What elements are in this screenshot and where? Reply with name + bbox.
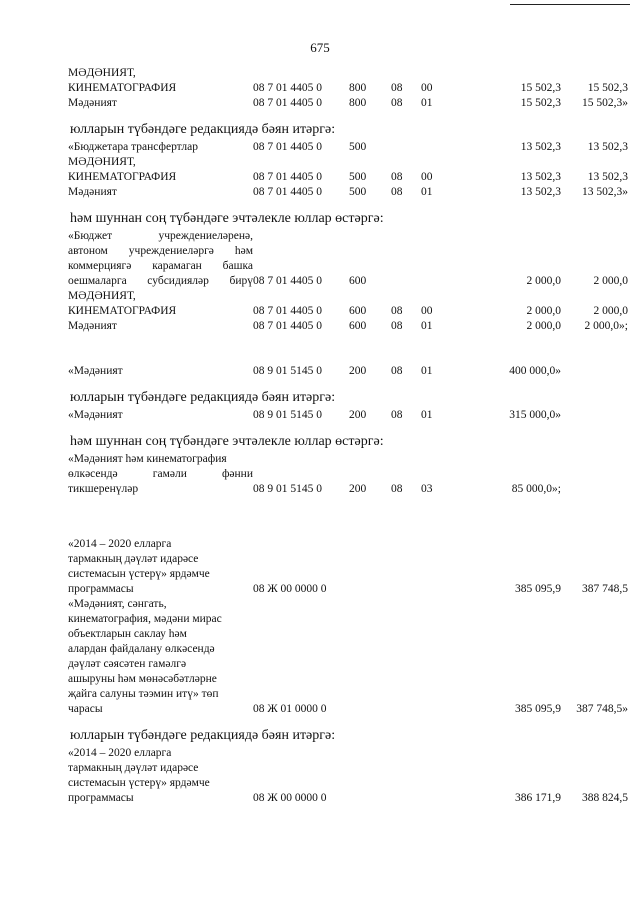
subsection-code xyxy=(421,597,469,612)
budget-row xyxy=(68,657,628,672)
amount-2017: 15 502,3 xyxy=(587,82,628,94)
row-name: Мәдәният xyxy=(68,320,117,332)
budget-row xyxy=(68,452,628,467)
section-code: 08 xyxy=(391,82,403,94)
expense-type xyxy=(349,552,391,567)
section-code xyxy=(391,791,421,806)
amount-2017: 13 502,3 xyxy=(587,171,628,183)
section-code xyxy=(391,642,421,657)
instruction-heading: юлларын түбәндәге редакциядә бәян итәргә: xyxy=(70,122,336,137)
row-name: «Мәдәният һәм кинематография xyxy=(68,453,227,465)
budget-row xyxy=(68,746,628,761)
target-code: 08 7 01 4405 0 xyxy=(253,82,322,94)
amount-2017: 2 000,0»; xyxy=(584,320,628,332)
target-code: 08 7 01 4405 0 xyxy=(253,305,322,317)
section-code xyxy=(391,687,421,702)
amount-2016: 385 095,9 xyxy=(515,703,561,715)
instruction-heading: юлларын түбәндәге редакциядә бәян итәргә: xyxy=(70,728,336,743)
expense-type xyxy=(349,452,391,467)
row-name: «Бюджетара трансфертлар xyxy=(68,141,199,153)
row-name: системасын үстерү» ярдәмче xyxy=(68,777,210,789)
expense-type: 500 xyxy=(349,141,367,153)
amount-2017: 388 824,5 xyxy=(582,792,628,804)
expense-type xyxy=(349,155,391,170)
budget-row xyxy=(68,612,628,627)
target-code xyxy=(253,567,349,582)
subsection-code: 00 xyxy=(421,82,433,94)
subsection-code xyxy=(421,244,469,259)
expense-type: 600 xyxy=(349,305,367,317)
section-code xyxy=(391,244,421,259)
section-code: 08 xyxy=(391,365,403,377)
target-code xyxy=(253,642,349,657)
subsection-code: 01 xyxy=(421,97,433,109)
subsection-code: 03 xyxy=(421,483,433,495)
instruction-heading: юлларын түбәндәге редакциядә бәян итәргә: xyxy=(70,390,336,405)
target-code xyxy=(253,672,349,687)
target-code xyxy=(253,612,349,627)
amount-2016 xyxy=(469,244,561,259)
expense-type xyxy=(349,229,391,244)
expense-type xyxy=(349,467,391,482)
amount-2016 xyxy=(469,467,561,482)
amount-2016 xyxy=(469,597,561,612)
row-name: «Мәдәният xyxy=(68,365,123,377)
section-code: 08 xyxy=(391,97,403,109)
budget-row xyxy=(68,567,628,582)
budget-row xyxy=(68,702,628,717)
section-code xyxy=(391,567,421,582)
target-code: 08 Ж 00 0000 0 xyxy=(253,792,327,804)
budget-row xyxy=(68,597,628,612)
budget-row xyxy=(68,642,628,657)
row-name: Мәдәният xyxy=(68,186,117,198)
expense-type: 800 xyxy=(349,82,367,94)
target-code xyxy=(253,289,349,304)
subsection-code xyxy=(421,582,469,597)
row-name: ашыруны һәм мөнәсәбәтләрне xyxy=(68,673,217,685)
subsection-code xyxy=(421,702,469,717)
subsection-code xyxy=(421,155,469,170)
subsection-code xyxy=(421,791,469,806)
row-name: тармакның дәүләт идарәсе xyxy=(68,553,199,565)
subsection-code xyxy=(421,687,469,702)
subsection-code: 01 xyxy=(421,409,433,421)
amount-2016 xyxy=(469,229,561,244)
budget-row xyxy=(68,537,628,552)
target-code xyxy=(253,229,349,244)
amount-2017 xyxy=(561,408,628,423)
budget-row xyxy=(68,582,628,597)
amount-2017 xyxy=(561,66,628,81)
budget-row xyxy=(68,776,628,791)
row-name: Мәдәният xyxy=(68,97,117,109)
row-name: дәүләт сәясәтен гамәлгә xyxy=(68,658,187,670)
row-name: КИНЕМАТОГРАФИЯ xyxy=(68,171,177,183)
target-code: 08 9 01 5145 0 xyxy=(253,409,322,421)
budget-row xyxy=(68,627,628,642)
amount-2016 xyxy=(469,289,561,304)
row-name: МӘДӘНИЯТ, xyxy=(68,67,136,79)
expense-type xyxy=(349,746,391,761)
amount-2016: 13 502,3 xyxy=(520,141,561,153)
section-code xyxy=(391,746,421,761)
expense-type: 600 xyxy=(349,320,367,332)
section-code xyxy=(391,274,421,289)
amount-2017: 387 748,5 xyxy=(582,583,628,595)
budget-row xyxy=(68,304,628,319)
row-name: кинематография, мәдәни мирас xyxy=(68,613,222,625)
section-code xyxy=(391,259,421,274)
target-code: 08 9 01 5145 0 xyxy=(253,365,322,377)
amount-2016 xyxy=(469,672,561,687)
top-rule xyxy=(510,4,630,5)
target-code: 08 Ж 00 0000 0 xyxy=(253,583,327,595)
budget-row xyxy=(68,482,628,497)
amount-2017 xyxy=(561,452,628,467)
section-code xyxy=(391,552,421,567)
row-name: «Бюджет учреждениеләренә, xyxy=(68,230,253,242)
target-code: 08 9 01 5145 0 xyxy=(253,483,322,495)
section-code xyxy=(391,155,421,170)
row-name: КИНЕМАТОГРАФИЯ xyxy=(68,82,177,94)
budget-row xyxy=(68,761,628,776)
amount-2017 xyxy=(561,642,628,657)
budget-row xyxy=(68,244,628,259)
target-code: 08 Ж 01 0000 0 xyxy=(253,703,327,715)
subsection-code xyxy=(421,140,469,155)
subsection-code xyxy=(421,746,469,761)
subsection-code xyxy=(421,66,469,81)
target-code xyxy=(253,259,349,274)
amount-2017: 2 000,0 xyxy=(593,305,628,317)
target-code xyxy=(253,597,349,612)
target-code xyxy=(253,552,349,567)
expense-type: 500 xyxy=(349,186,367,198)
budget-row xyxy=(68,140,628,155)
expense-type xyxy=(349,597,391,612)
subsection-code: 01 xyxy=(421,365,433,377)
amount-2016 xyxy=(469,567,561,582)
row-name: «2014 – 2020 елларга xyxy=(68,747,172,759)
target-code xyxy=(253,687,349,702)
amount-2017: 13 502,3» xyxy=(582,186,628,198)
budget-row xyxy=(68,687,628,702)
expense-type: 200 xyxy=(349,409,367,421)
expense-type xyxy=(349,289,391,304)
spacer xyxy=(68,497,628,537)
budget-row xyxy=(68,791,628,806)
target-code: 08 7 01 4405 0 xyxy=(253,320,322,332)
amount-2016: 2 000,0 xyxy=(526,305,561,317)
section-code xyxy=(391,761,421,776)
expense-type: 600 xyxy=(349,275,367,287)
amount-2017 xyxy=(561,567,628,582)
document-body xyxy=(68,66,628,806)
amount-2016 xyxy=(469,66,561,81)
expense-type xyxy=(349,702,391,717)
subsection-code xyxy=(421,552,469,567)
section-code xyxy=(391,776,421,791)
subsection-code xyxy=(421,672,469,687)
subsection-code xyxy=(421,627,469,642)
amount-2017 xyxy=(561,672,628,687)
instruction-heading: һәм шуннан соң түбәндәге эчтәлекле юллар өстәргә: xyxy=(70,211,384,226)
amount-2016: 2 000,0 xyxy=(526,320,561,332)
amount-2017 xyxy=(561,746,628,761)
target-code: 08 7 01 4405 0 xyxy=(253,141,322,153)
budget-row xyxy=(68,185,628,200)
section-code xyxy=(391,627,421,642)
section-code xyxy=(391,452,421,467)
subsection-code xyxy=(421,567,469,582)
amount-2016: 315 000,0» xyxy=(509,409,561,421)
expense-type xyxy=(349,791,391,806)
row-name: тикшеренүләр xyxy=(68,483,139,495)
expense-type xyxy=(349,567,391,582)
target-code xyxy=(253,746,349,761)
expense-type xyxy=(349,537,391,552)
section-code xyxy=(391,289,421,304)
amount-2016 xyxy=(469,537,561,552)
subsection-code xyxy=(421,259,469,274)
subsection-code xyxy=(421,612,469,627)
amount-2016: 386 171,9 xyxy=(515,792,561,804)
section-code xyxy=(391,672,421,687)
row-name: «Мәдәният xyxy=(68,409,123,421)
amount-2017 xyxy=(561,687,628,702)
amount-2016: 13 502,3 xyxy=(520,171,561,183)
subsection-code xyxy=(421,467,469,482)
budget-row xyxy=(68,274,628,289)
amount-2017 xyxy=(561,657,628,672)
amount-2016 xyxy=(469,776,561,791)
target-code: 08 7 01 4405 0 xyxy=(253,275,322,287)
row-name: объектларын саклау һәм xyxy=(68,628,187,640)
subsection-code xyxy=(421,452,469,467)
target-code: 08 7 01 4405 0 xyxy=(253,171,322,183)
row-name: өлкәсендә гамәли фәнни xyxy=(68,468,253,480)
amount-2016 xyxy=(469,259,561,274)
amount-2017 xyxy=(561,552,628,567)
subsection-code: 00 xyxy=(421,171,433,183)
row-name: МӘДӘНИЯТ, xyxy=(68,290,136,302)
expense-type xyxy=(349,612,391,627)
amount-2017 xyxy=(561,259,628,274)
subsection-code xyxy=(421,274,469,289)
amount-2017 xyxy=(561,537,628,552)
page-number: 675 xyxy=(310,40,330,55)
expense-type: 200 xyxy=(349,483,367,495)
row-name: автоном учреждениеләргә һәм xyxy=(68,245,253,257)
expense-type xyxy=(349,761,391,776)
expense-type xyxy=(349,582,391,597)
expense-type xyxy=(349,66,391,81)
target-code xyxy=(253,537,349,552)
section-code xyxy=(391,140,421,155)
amount-2016 xyxy=(469,612,561,627)
budget-row xyxy=(68,364,628,379)
expense-type xyxy=(349,642,391,657)
row-name: программасы xyxy=(68,583,134,595)
target-code xyxy=(253,467,349,482)
subsection-code: 01 xyxy=(421,320,433,332)
budget-row xyxy=(68,289,628,304)
subsection-code: 00 xyxy=(421,305,433,317)
expense-type xyxy=(349,244,391,259)
budget-row xyxy=(68,319,628,334)
expense-type xyxy=(349,627,391,642)
amount-2017 xyxy=(561,364,628,379)
target-code xyxy=(253,627,349,642)
row-name: системасын үстерү» ярдәмче xyxy=(68,568,210,580)
spacer xyxy=(68,334,628,364)
subsection-code xyxy=(421,289,469,304)
target-code: 08 7 01 4405 0 xyxy=(253,97,322,109)
row-name: алардан файдалану өлкәсендә xyxy=(68,643,215,655)
amount-2016: 13 502,3 xyxy=(520,186,561,198)
target-code xyxy=(253,761,349,776)
section-code: 08 xyxy=(391,320,403,332)
section-code xyxy=(391,597,421,612)
amount-2016 xyxy=(469,687,561,702)
row-name: КИНЕМАТОГРАФИЯ xyxy=(68,305,177,317)
subsection-code xyxy=(421,761,469,776)
row-name: МӘДӘНИЯТ, xyxy=(68,156,136,168)
row-name: чарасы xyxy=(68,703,103,715)
amount-2016 xyxy=(469,746,561,761)
section-code xyxy=(391,467,421,482)
amount-2016 xyxy=(469,552,561,567)
amount-2016: 85 000,0»; xyxy=(511,483,561,495)
section-code: 08 xyxy=(391,409,403,421)
subsection-code xyxy=(421,229,469,244)
amount-2016 xyxy=(469,452,561,467)
amount-2017 xyxy=(561,776,628,791)
instruction-heading: һәм шуннан соң түбәндәге эчтәлекле юллар өстәргә: xyxy=(70,434,384,449)
budget-row xyxy=(68,229,628,244)
amount-2016 xyxy=(469,657,561,672)
row-name: тармакның дәүләт идарәсе xyxy=(68,762,199,774)
target-code: 08 7 01 4405 0 xyxy=(253,186,322,198)
section-code xyxy=(391,702,421,717)
amount-2016: 15 502,3 xyxy=(520,82,561,94)
row-name: оешмаларга субсидияләр бирү xyxy=(68,275,253,287)
subsection-code xyxy=(421,776,469,791)
target-code xyxy=(253,776,349,791)
amount-2016 xyxy=(469,642,561,657)
section-code: 08 xyxy=(391,186,403,198)
budget-row xyxy=(68,66,628,81)
row-name: «2014 – 2020 елларга xyxy=(68,538,172,550)
subsection-code xyxy=(421,537,469,552)
target-code xyxy=(253,657,349,672)
amount-2017 xyxy=(561,155,628,170)
amount-2016: 400 000,0» xyxy=(509,365,561,377)
amount-2016: 15 502,3 xyxy=(520,97,561,109)
budget-row xyxy=(68,170,628,185)
budget-row xyxy=(68,672,628,687)
amount-2017 xyxy=(561,612,628,627)
subsection-code: 01 xyxy=(421,186,433,198)
section-code: 08 xyxy=(391,171,403,183)
target-code xyxy=(253,452,349,467)
amount-2016 xyxy=(469,627,561,642)
expense-type xyxy=(349,657,391,672)
expense-type xyxy=(349,672,391,687)
section-code xyxy=(391,66,421,81)
section-code xyxy=(391,537,421,552)
budget-row xyxy=(68,552,628,567)
amount-2017 xyxy=(561,289,628,304)
amount-2017 xyxy=(561,244,628,259)
row-name: «Мәдәният, сәнгать, xyxy=(68,598,167,610)
budget-row xyxy=(68,96,628,111)
row-name: программасы xyxy=(68,792,134,804)
amount-2017 xyxy=(561,761,628,776)
section-code xyxy=(391,612,421,627)
amount-2017 xyxy=(561,597,628,612)
amount-2017 xyxy=(561,482,628,497)
amount-2017: 2 000,0 xyxy=(593,275,628,287)
budget-row xyxy=(68,467,628,482)
amount-2016 xyxy=(469,155,561,170)
expense-type: 800 xyxy=(349,97,367,109)
expense-type: 200 xyxy=(349,365,367,377)
expense-type xyxy=(349,259,391,274)
amount-2017 xyxy=(561,627,628,642)
target-code xyxy=(253,155,349,170)
amount-2017: 15 502,3» xyxy=(582,97,628,109)
amount-2017: 13 502,3 xyxy=(587,141,628,153)
section-code: 08 xyxy=(391,305,403,317)
amount-2017: 387 748,5» xyxy=(576,703,628,715)
row-name: коммерциягә карамаган башка xyxy=(68,260,253,272)
section-code xyxy=(391,657,421,672)
expense-type: 500 xyxy=(349,171,367,183)
budget-row xyxy=(68,81,628,96)
expense-type xyxy=(349,687,391,702)
amount-2016: 2 000,0 xyxy=(526,275,561,287)
section-code: 08 xyxy=(391,483,403,495)
subsection-code xyxy=(421,642,469,657)
section-code xyxy=(391,582,421,597)
amount-2016: 385 095,9 xyxy=(515,583,561,595)
amount-2017 xyxy=(561,467,628,482)
amount-2017 xyxy=(561,229,628,244)
target-code xyxy=(253,66,349,81)
section-code xyxy=(391,229,421,244)
budget-row xyxy=(68,408,628,423)
budget-row xyxy=(68,259,628,274)
budget-row xyxy=(68,155,628,170)
row-name: җайга салуны тәэмин итү» төп xyxy=(68,688,219,700)
amount-2016 xyxy=(469,761,561,776)
expense-type xyxy=(349,776,391,791)
subsection-code xyxy=(421,657,469,672)
target-code xyxy=(253,244,349,259)
